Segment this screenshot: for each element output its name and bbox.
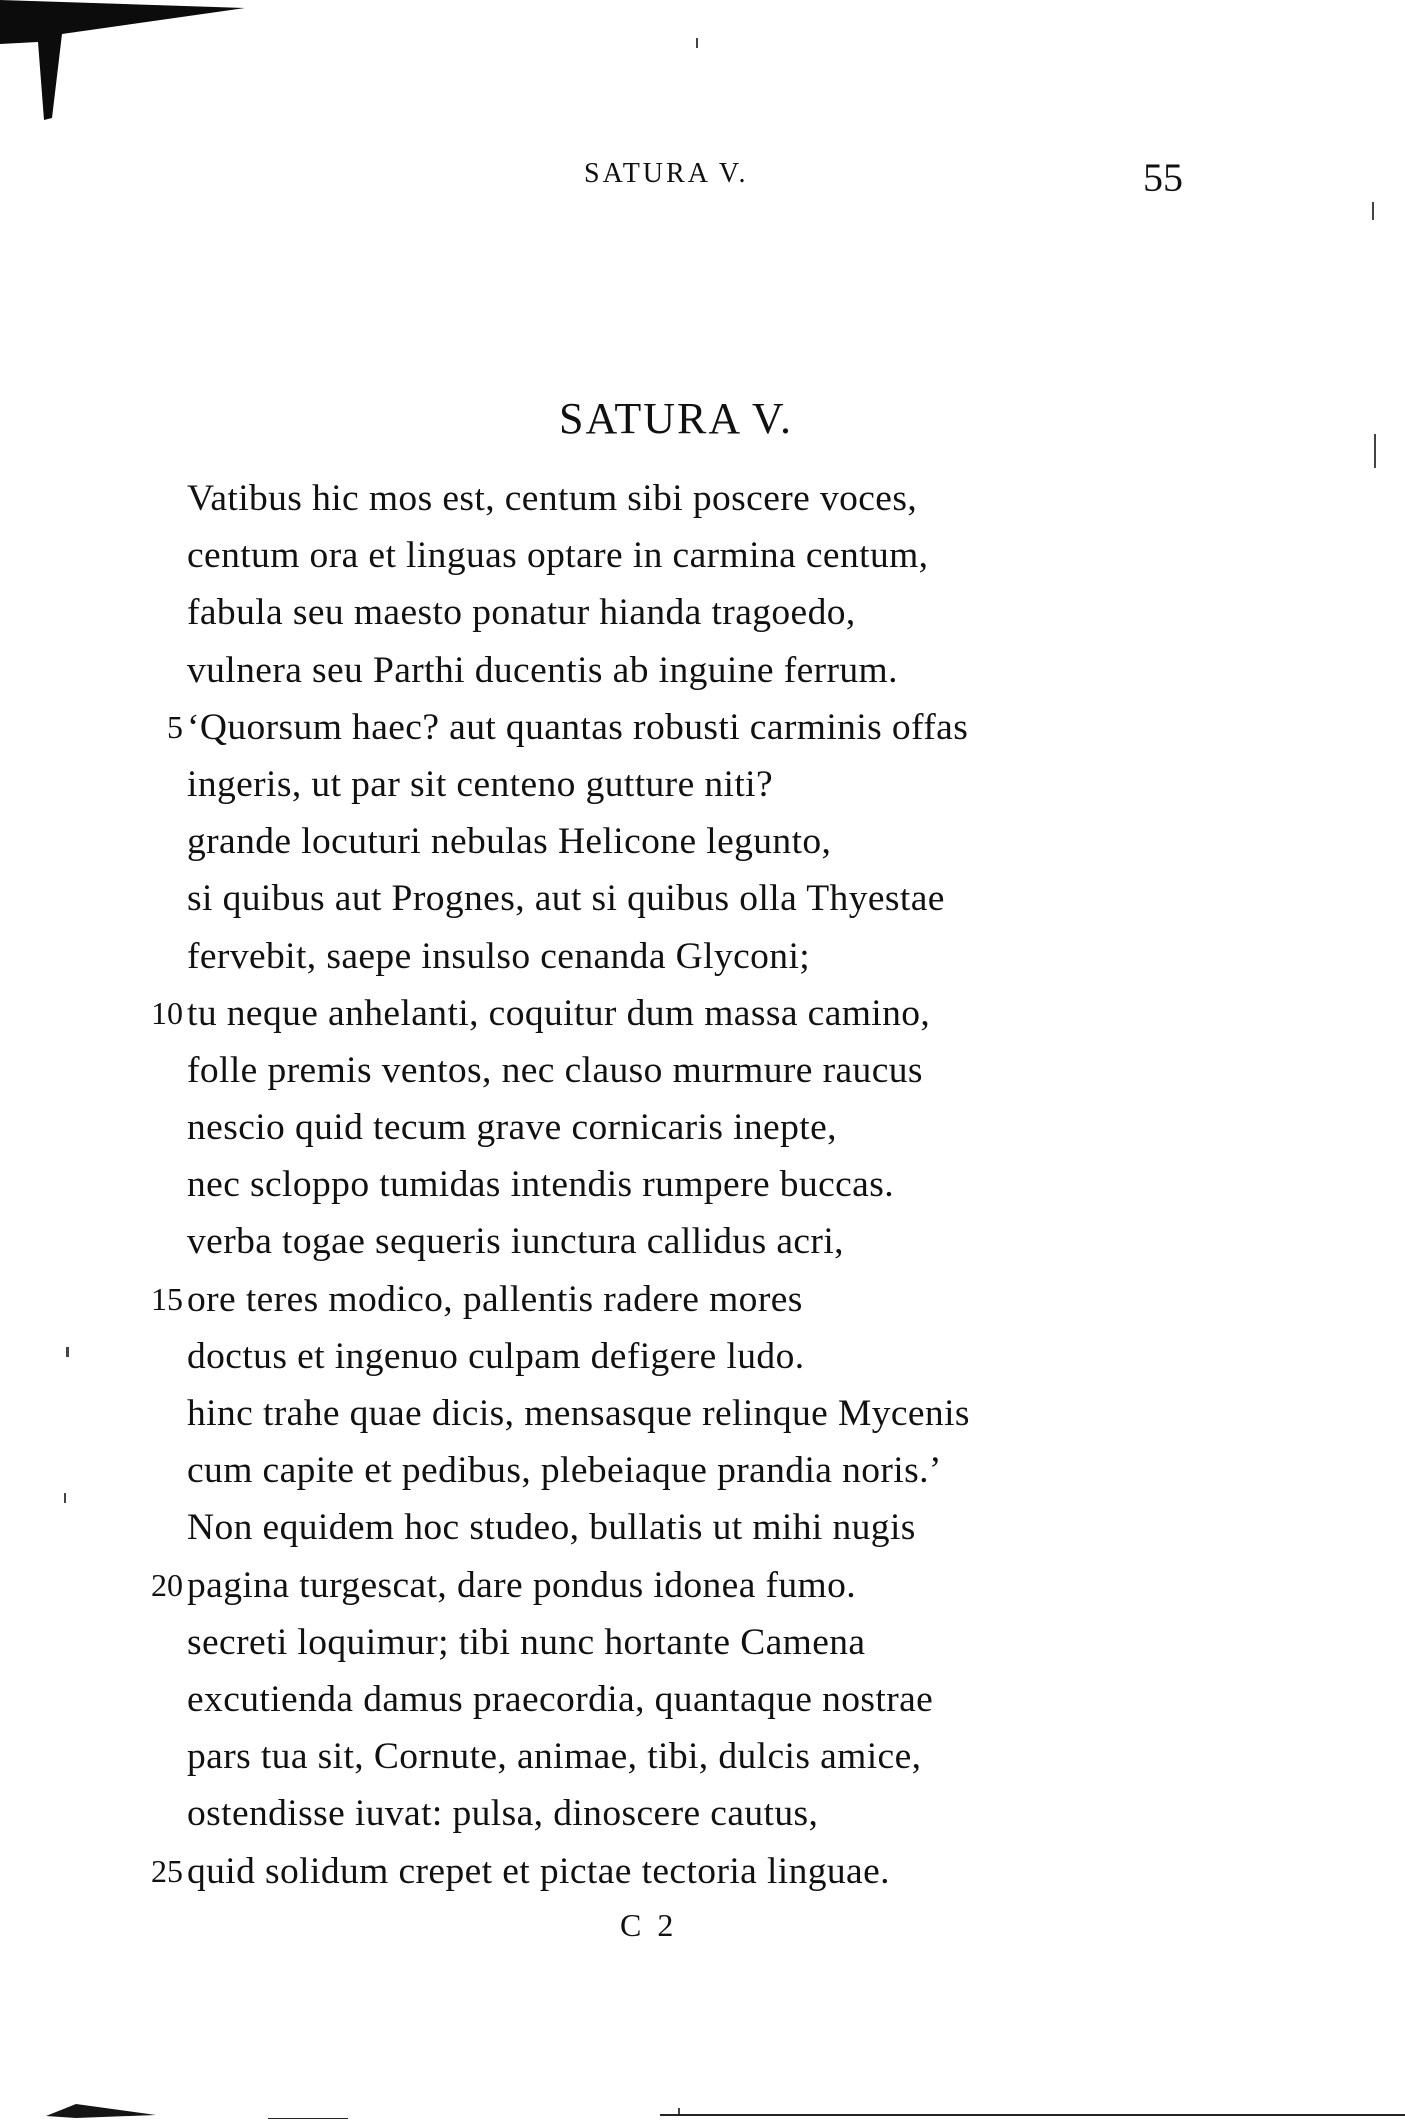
verse-line: [0, 527, 1405, 584]
verse-text: cum capite et pedibus, plebeiaque prandia noris.’: [187, 1450, 942, 1492]
verse-text: excutienda damus praecordia, quantaque nostrae: [187, 1678, 934, 1720]
verse-text: fabula seu maesto ponatur hianda tragoedo,: [187, 592, 856, 634]
scan-speck: [1374, 434, 1376, 468]
scan-speck: [696, 38, 698, 48]
poem-title: SATURA V.: [559, 394, 794, 443]
verse-line: [0, 1042, 1405, 1099]
verse-line: [0, 985, 1405, 1042]
verse-text: Vatibus hic mos est, centum sibi poscere voces,: [187, 478, 918, 519]
verse-text: tu neque anhelanti, coquitur dum massa camino,: [187, 992, 931, 1034]
line-number: 5: [167, 708, 183, 745]
verse-line: [0, 1213, 1405, 1270]
bottom-edge-rule: [268, 2118, 348, 2119]
verse-line: [0, 813, 1405, 870]
line-number: 10: [151, 994, 183, 1031]
corner-fold-mark: [0, 0, 260, 130]
verse-line: [0, 756, 1405, 813]
verse-text: nescio quid tecum grave cornicaris inepte,: [187, 1107, 837, 1149]
verse-text: vulnera seu Parthi ducentis ab inguine ferrum.: [187, 649, 898, 691]
verse-line: [0, 584, 1405, 641]
verse-line: [0, 1671, 1405, 1728]
verse-text: verba togae sequeris iunctura callidus acri,: [187, 1221, 844, 1263]
verse-line: [0, 1614, 1405, 1671]
verse-line: [0, 1156, 1405, 1213]
verse-text: pars tua sit, Cornute, animae, tibi, dulcis amice,: [187, 1736, 922, 1778]
signature-mark: C 2: [620, 1907, 678, 1943]
verse-line: [0, 928, 1405, 985]
verse-text: ore teres modico, pallentis radere mores: [187, 1278, 803, 1320]
verse-line: [0, 699, 1405, 756]
verse-line: [0, 870, 1405, 927]
verse-text: ‘Quorsum haec? aut quantas robusti carminis offas: [187, 706, 969, 748]
bottom-edge-arrow-mark: [46, 2098, 156, 2122]
verse-text: grande locuturi nebulas Helicone legunto,: [187, 821, 832, 863]
page-number: 55: [1143, 155, 1183, 200]
verse-text: folle premis ventos, nec clauso murmure raucus: [187, 1049, 923, 1091]
line-number: 15: [151, 1280, 183, 1317]
verse-text: ingeris, ut par sit centeno gutture niti?: [187, 763, 774, 805]
verse-line: [0, 1385, 1405, 1442]
line-number: 20: [151, 1566, 183, 1603]
verse-line: [0, 1099, 1405, 1156]
verse-line: [0, 1271, 1405, 1328]
verse-text: ostendisse iuvat: pulsa, dinoscere cautus,: [187, 1793, 819, 1835]
verse-line: [0, 1843, 1405, 1900]
verse-text: centum ora et linguas optare in carmina centum,: [187, 535, 929, 577]
verse-text: si quibus aut Prognes, aut si quibus olla Thyestae: [187, 878, 945, 920]
verse-text: quid solidum crepet et pictae tectoria linguae.: [187, 1850, 890, 1892]
verse-text: fervebit, saepe insulso cenanda Glyconi;: [187, 935, 811, 977]
verse-line: [0, 470, 1405, 527]
verse-text: doctus et ingenuo culpam defigere ludo.: [187, 1335, 805, 1377]
verse-text: pagina turgescat, dare pondus idonea fumo.: [187, 1564, 857, 1606]
verse-line: [0, 642, 1405, 699]
verse-line: [0, 1499, 1405, 1556]
poem-verses: [0, 470, 1405, 1900]
verse-text: hinc trahe quae dicis, mensasque relinque Mycenis: [187, 1393, 970, 1434]
bottom-edge-rule: [660, 2114, 1405, 2116]
verse-line: [0, 1442, 1405, 1499]
running-head: SATURA V.: [584, 158, 749, 189]
verse-text: Non equidem hoc studeo, bullatis ut mihi nugis: [187, 1507, 916, 1549]
line-number: 25: [151, 1852, 183, 1889]
scan-speck: [1372, 202, 1374, 220]
scan-speck: [678, 2108, 680, 2114]
verse-text: secreti loquimur; tibi nunc hortante Camena: [187, 1621, 866, 1663]
verse-line: [0, 1728, 1405, 1785]
verse-line: [0, 1328, 1405, 1385]
verse-text: nec scloppo tumidas intendis rumpere buccas.: [187, 1164, 894, 1206]
verse-line: [0, 1785, 1405, 1842]
verse-line: [0, 1557, 1405, 1614]
